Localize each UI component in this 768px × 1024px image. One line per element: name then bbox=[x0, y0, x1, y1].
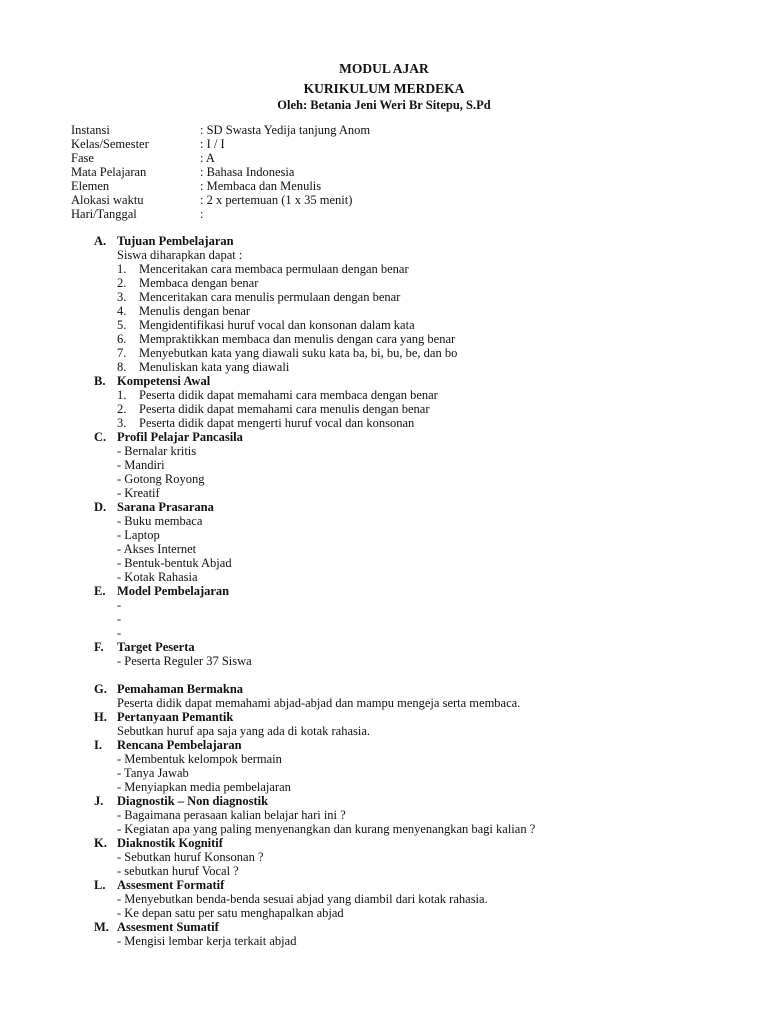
section-heading bbox=[94, 234, 744, 248]
section bbox=[94, 920, 744, 948]
item-number: 2. bbox=[117, 402, 127, 416]
info-row bbox=[71, 207, 370, 221]
document-title: MODUL AJAR bbox=[339, 61, 429, 76]
section-line: - bbox=[117, 612, 122, 626]
section bbox=[94, 500, 744, 584]
section-line: - Bentuk-bentuk Abjad bbox=[117, 556, 232, 570]
section-heading bbox=[94, 682, 744, 696]
section-title: Target Peserta bbox=[117, 640, 195, 654]
section bbox=[94, 682, 744, 710]
section-line: - bbox=[117, 598, 122, 612]
info-label: Mata Pelajaran bbox=[71, 165, 147, 179]
document-author: Oleh: Betania Jeni Weri Br Sitepu, S.Pd bbox=[277, 98, 491, 112]
numbered-item bbox=[94, 304, 744, 318]
section bbox=[94, 738, 744, 794]
info-label: Elemen bbox=[71, 179, 110, 193]
section-letter: G. bbox=[94, 682, 107, 696]
info-label: Instansi bbox=[71, 123, 110, 137]
item-text: Menyebutkan kata yang diawali suku kata ba, bi, bu, be, dan bo bbox=[139, 346, 458, 360]
item-text: Mengidentifikasi huruf vocal dan konsonan dalam kata bbox=[139, 318, 415, 332]
info-value: : SD Swasta Yedija tanjung Anom bbox=[200, 123, 371, 137]
section-title: Diaknostik Kognitif bbox=[117, 836, 223, 850]
section-letter: H. bbox=[94, 710, 107, 724]
section-line: - Laptop bbox=[117, 528, 160, 542]
section bbox=[94, 374, 744, 430]
section-line: - Buku membaca bbox=[117, 514, 203, 528]
section-heading bbox=[94, 920, 744, 934]
section-heading bbox=[94, 500, 744, 514]
info-value: : Membaca dan Menulis bbox=[200, 179, 322, 193]
section bbox=[94, 430, 744, 500]
info-row bbox=[71, 179, 370, 193]
section-heading bbox=[94, 738, 744, 752]
section-title: Kompetensi Awal bbox=[117, 374, 211, 388]
section-line: - sebutkan huruf Vocal ? bbox=[117, 864, 239, 878]
section-list bbox=[94, 234, 744, 948]
section-title: Assesment Sumatif bbox=[117, 920, 219, 934]
section-line: - Sebutkan huruf Konsonan ? bbox=[117, 850, 264, 864]
item-number: 4. bbox=[117, 304, 127, 318]
item-text: Peserta didik dapat memahami cara membaca dengan benar bbox=[139, 388, 438, 402]
numbered-item bbox=[94, 290, 744, 304]
identity-table bbox=[71, 123, 370, 221]
item-text: Peserta didik dapat memahami cara menulis dengan benar bbox=[139, 402, 430, 416]
section-line: - Bagaimana perasaan kalian belajar hari ini ? bbox=[117, 808, 346, 822]
section-title: Profil Pelajar Pancasila bbox=[117, 430, 243, 444]
section-line: - Peserta Reguler 37 Siswa bbox=[117, 654, 252, 668]
section-letter: B. bbox=[94, 374, 106, 388]
info-label: Alokasi waktu bbox=[71, 193, 144, 207]
spacer bbox=[94, 668, 744, 682]
info-value: : A bbox=[200, 151, 215, 165]
numbered-item bbox=[94, 402, 744, 416]
info-row bbox=[71, 193, 370, 207]
info-row bbox=[71, 137, 370, 151]
numbered-item bbox=[94, 276, 744, 290]
item-number: 1. bbox=[117, 388, 127, 402]
item-number: 3. bbox=[117, 416, 127, 430]
section-title: Tujuan Pembelajaran bbox=[117, 234, 234, 248]
section-letter: C. bbox=[94, 430, 107, 444]
section-heading bbox=[94, 640, 744, 654]
section bbox=[94, 234, 744, 374]
numbered-item bbox=[94, 388, 744, 402]
section-letter: F. bbox=[94, 640, 104, 654]
section-title: Diagnostik – Non diagnostik bbox=[117, 794, 269, 808]
info-label: Kelas/Semester bbox=[71, 137, 149, 151]
info-value: : I / I bbox=[200, 137, 225, 151]
item-number: 1. bbox=[117, 262, 127, 276]
section-letter: J. bbox=[94, 794, 104, 808]
section-line: - Bernalar kritis bbox=[117, 444, 197, 458]
section-line: - Mengisi lembar kerja terkait abjad bbox=[117, 934, 297, 948]
section bbox=[94, 878, 744, 920]
section bbox=[94, 794, 744, 836]
item-number: 8. bbox=[117, 360, 127, 374]
section-heading bbox=[94, 584, 744, 598]
section-title: Sarana Prasarana bbox=[117, 500, 214, 514]
section-line: - Kreatif bbox=[117, 486, 160, 500]
section-title: Model Pembelajaran bbox=[117, 584, 230, 598]
item-text: Membaca dengan benar bbox=[139, 276, 259, 290]
section-heading bbox=[94, 878, 744, 892]
section-line: - Gotong Royong bbox=[117, 472, 205, 486]
section-letter: E. bbox=[94, 584, 106, 598]
document-header bbox=[0, 60, 768, 114]
item-number: 2. bbox=[117, 276, 127, 290]
section-line: - Tanya Jawab bbox=[117, 766, 189, 780]
section-line: Siswa diharapkan dapat : bbox=[117, 248, 243, 262]
section bbox=[94, 584, 744, 640]
info-row bbox=[71, 151, 370, 165]
section-line: - Mandiri bbox=[117, 458, 165, 472]
section-letter: I. bbox=[94, 738, 102, 752]
item-text: Peserta didik dapat mengerti huruf vocal dan konsonan bbox=[139, 416, 415, 430]
section-title: Pemahaman Bermakna bbox=[117, 682, 244, 696]
section-line: - Akses Internet bbox=[117, 542, 197, 556]
section-heading bbox=[94, 836, 744, 850]
document-subtitle: KURIKULUM MERDEKA bbox=[303, 81, 465, 96]
section-letter: D. bbox=[94, 500, 107, 514]
section-line: - bbox=[117, 626, 122, 640]
section-letter: M. bbox=[94, 920, 109, 934]
section-letter: L. bbox=[94, 878, 106, 892]
section-heading bbox=[94, 794, 744, 808]
info-row bbox=[71, 165, 370, 179]
section-line: - Kegiatan apa yang paling menyenangkan dan kurang menyenangkan bagi kalian ? bbox=[117, 822, 536, 836]
numbered-item bbox=[94, 346, 744, 360]
item-number: 3. bbox=[117, 290, 127, 304]
numbered-item bbox=[94, 318, 744, 332]
section-letter: A. bbox=[94, 234, 107, 248]
section-line: - Kotak Rahasia bbox=[117, 570, 198, 584]
item-number: 6. bbox=[117, 332, 127, 346]
numbered-item bbox=[94, 360, 744, 374]
item-text: Menceritakan cara menulis permulaan dengan benar bbox=[139, 290, 401, 304]
numbered-item bbox=[94, 416, 744, 430]
info-value: : 2 x pertemuan (1 x 35 menit) bbox=[200, 193, 353, 207]
info-label: Fase bbox=[71, 151, 94, 165]
info-value: : Bahasa Indonesia bbox=[200, 165, 295, 179]
section-heading bbox=[94, 430, 744, 444]
section-letter: K. bbox=[94, 836, 107, 850]
info-label: Hari/Tanggal bbox=[71, 207, 137, 221]
section bbox=[94, 836, 744, 878]
item-number: 5. bbox=[117, 318, 127, 332]
section-heading bbox=[94, 710, 744, 724]
item-text: Menulis dengan benar bbox=[139, 304, 251, 318]
item-text: Mempraktikkan membaca dan menulis dengan cara yang benar bbox=[139, 332, 456, 346]
section-title: Pertanyaan Pemantik bbox=[117, 710, 234, 724]
section-line: - Membentuk kelompok bermain bbox=[117, 752, 282, 766]
section-title: Rencana Pembelajaran bbox=[117, 738, 242, 752]
info-value: : bbox=[200, 207, 204, 221]
section bbox=[94, 640, 744, 682]
numbered-item bbox=[94, 262, 744, 276]
item-text: Menceritakan cara membaca permulaan dengan benar bbox=[139, 262, 409, 276]
section-line: - Ke depan satu per satu menghapalkan abjad bbox=[117, 906, 344, 920]
section-heading bbox=[94, 374, 744, 388]
info-row bbox=[71, 123, 370, 137]
section-line: - Menyebutkan benda-benda sesuai abjad yang diambil dari kotak rahasia. bbox=[117, 892, 488, 906]
section-line: Sebutkan huruf apa saja yang ada di kotak rahasia. bbox=[117, 724, 371, 738]
item-text: Menuliskan kata yang diawali bbox=[139, 360, 290, 374]
section-line: - Menyiapkan media pembelajaran bbox=[117, 780, 291, 794]
item-number: 7. bbox=[117, 346, 127, 360]
numbered-item bbox=[94, 332, 744, 346]
section-line: Peserta didik dapat memahami abjad-abjad dan mampu mengeja serta membaca. bbox=[117, 696, 521, 710]
section-title: Assesment Formatif bbox=[117, 878, 225, 892]
section bbox=[94, 710, 744, 738]
